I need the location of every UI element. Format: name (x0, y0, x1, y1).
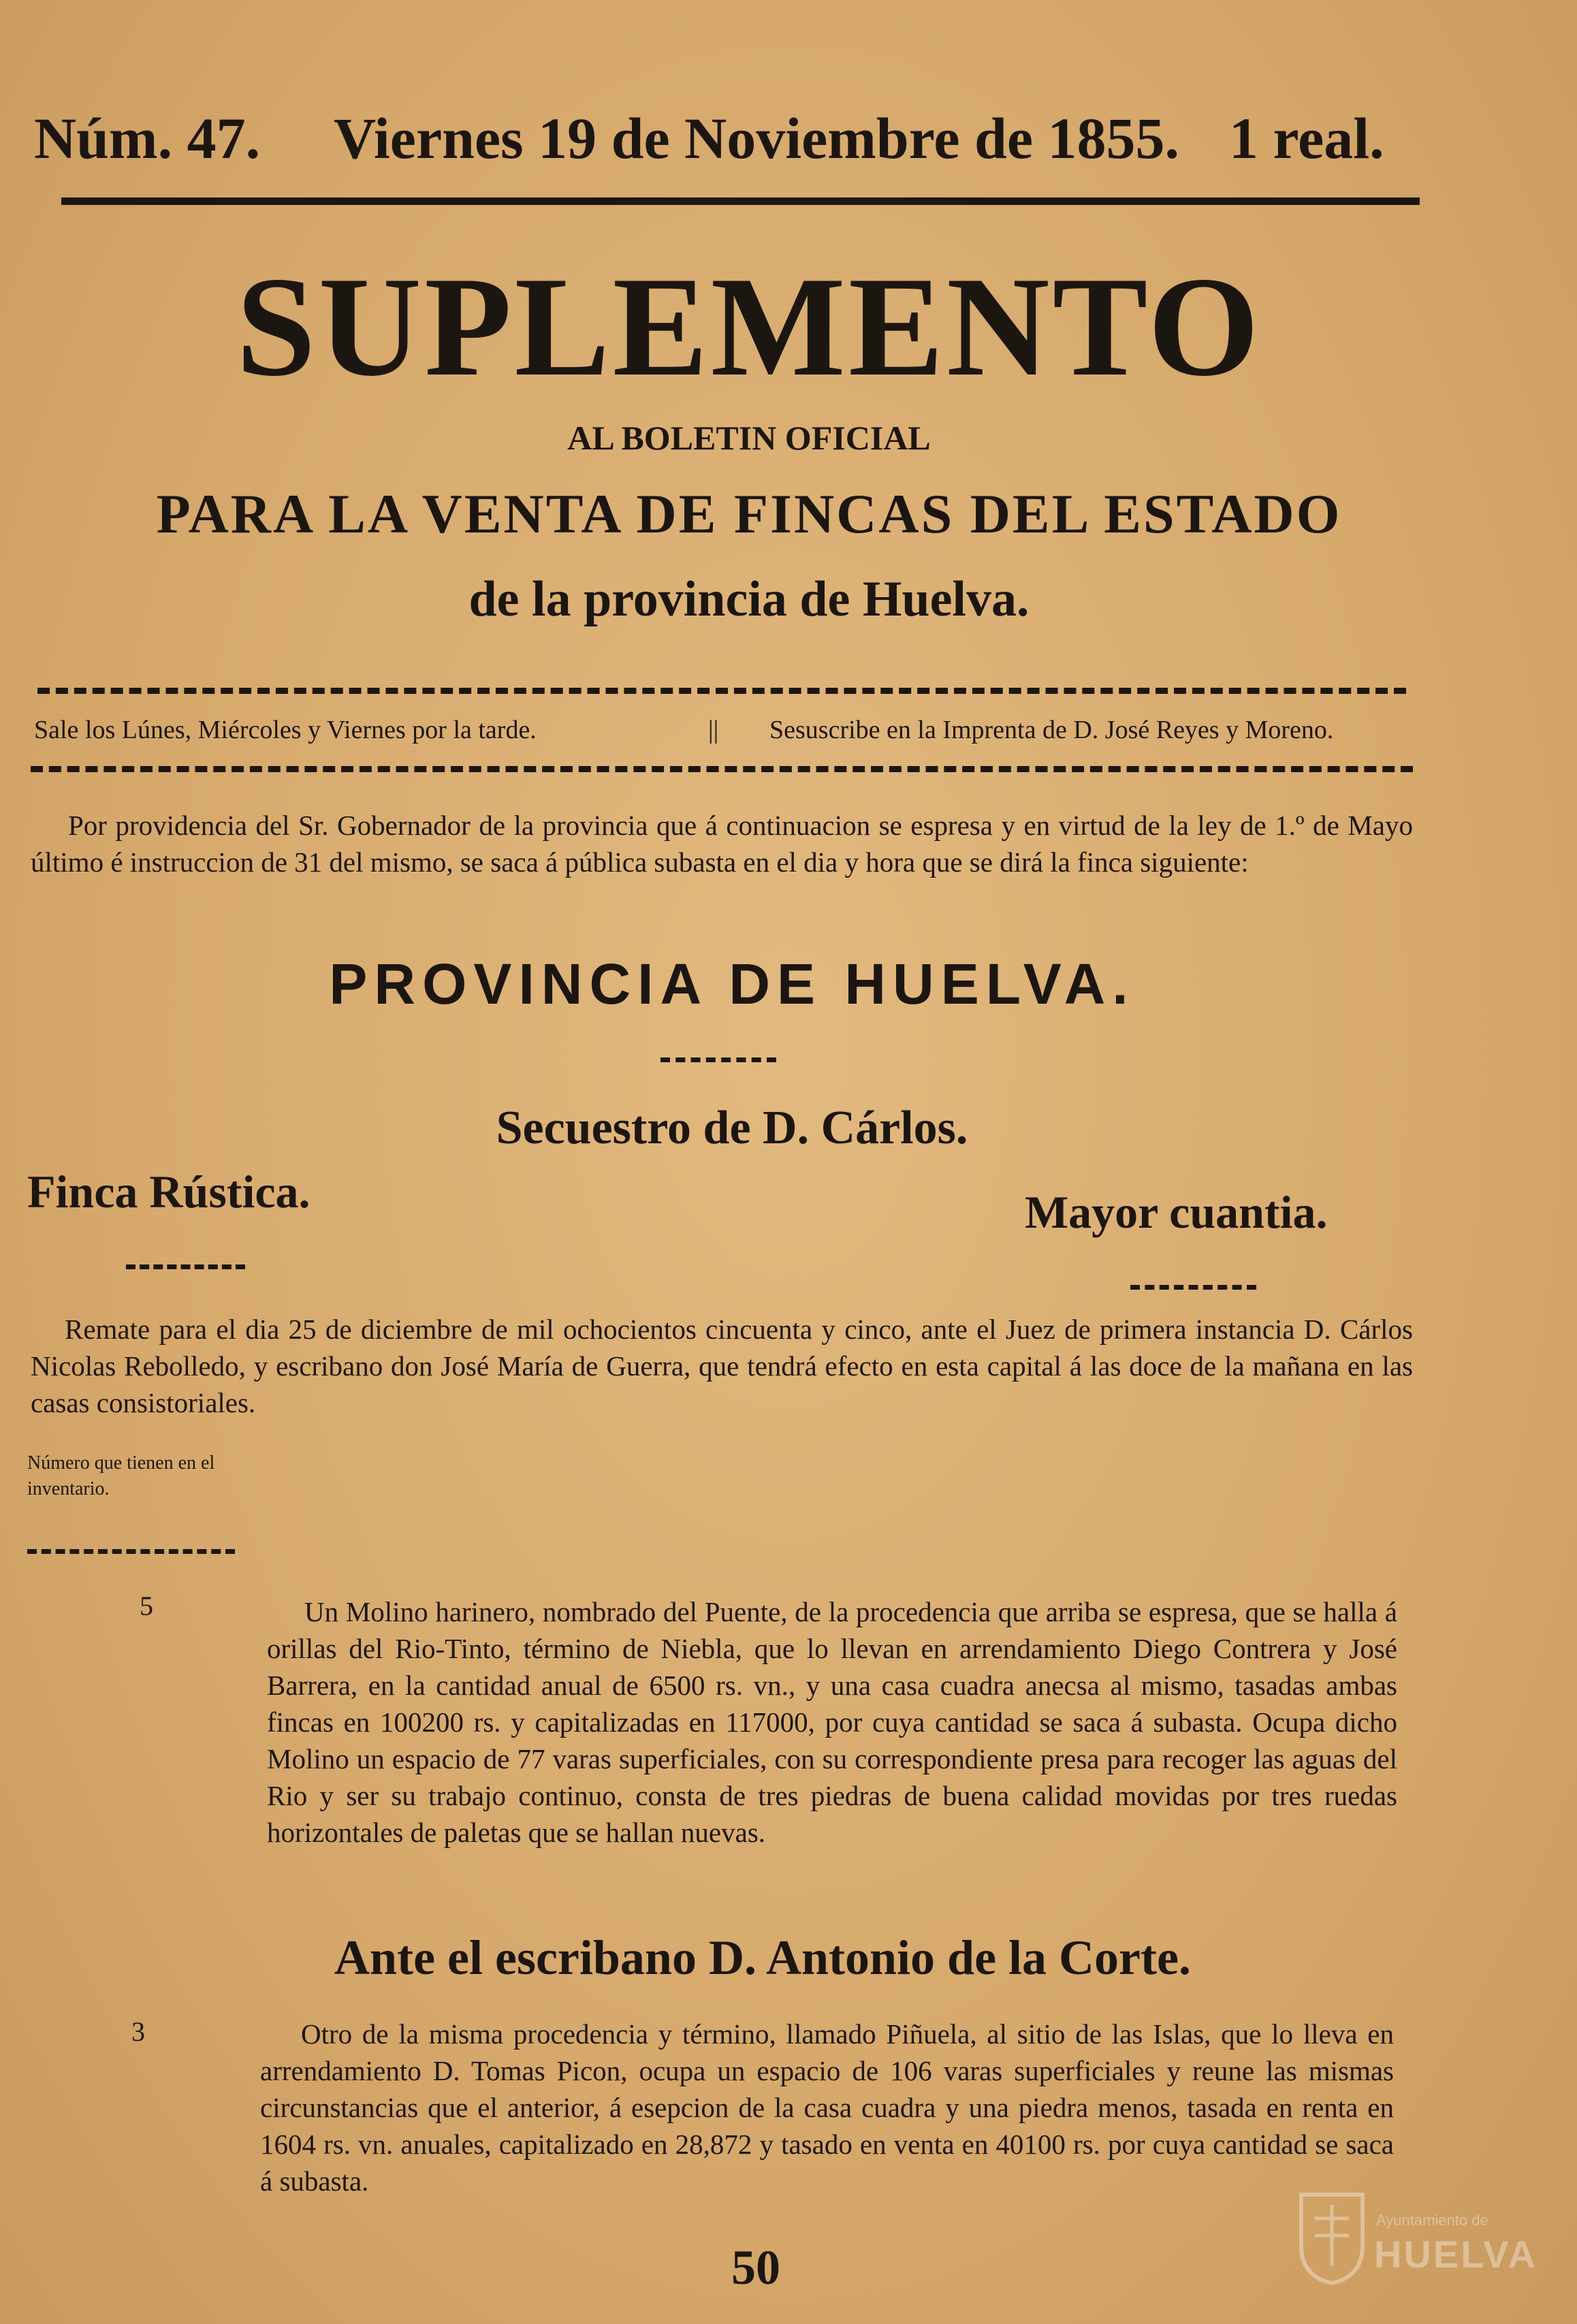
entry-number: 3 (131, 2016, 145, 2047)
province-divider (660, 1057, 776, 1062)
cuantia-label: Mayor cuantia. (1025, 1186, 1328, 1238)
archive-watermark (1298, 2178, 1538, 2307)
info-bar-schedule: Sale los Lúnes, Miércoles y Viernes por la tarde. (34, 716, 537, 744)
watermark-line1: Ayuntamiento de (1376, 2212, 1488, 2229)
inventory-note: Número que tienen en el inventario. (27, 1452, 215, 1499)
finca-type: Finca Rústica. (27, 1166, 310, 1217)
secuestro-heading: Secuestro de D. Cárlos. (496, 1102, 968, 1154)
issue-price: 1 real. (1229, 106, 1384, 171)
finca-divider (126, 1264, 245, 1269)
title-sub1: AL BOLETIN OFICIAL (567, 419, 931, 457)
title-main: SUPLEMENTO (236, 248, 1262, 406)
info-bar-top-rule (37, 688, 1406, 694)
page-number: 50 (731, 2240, 780, 2295)
info-bar-bottom-rule (31, 766, 1413, 772)
info-bar-subscription: Sesuscribe en la Imprenta de D. José Reyes y Moreno. (769, 716, 1334, 744)
entry-text: Un Molino harinero, nombrado del Puente, de la procedencia que arriba se espresa, que se halla á orillas del Rio-Tinto, término de Niebla, que lo llevan en arrendamiento Diego Contrera y José Barrera, en la cantidad anual de 6500 rs. vn., y una casa cuadra anecsa al mismo, tasadas ambas fincas en 100200 rs. y capitalizadas en 117000, por cuya cantidad se saca á subasta. Ocupa dicho Molino un espacio de 77 varas superficiales, con su correspondiente presa para recoger las aguas del Rio y ser su trabajo continuo, consta de tres piedras de buena calidad movidas por tres ruedas horizontales de paletas que se hallan nuevas. (267, 1596, 1397, 1848)
info-bar-separator: || (708, 716, 719, 744)
entry-text: Otro de la misma procedencia y término, llamado Piñuela, al sitio de las Islas, que lo lleva en arrendamiento D. Tomas Picon, ocupa un espacio de 106 varas superficiales y reune las mismas circunstancias que el anterior, á esepcion de la casa cuadra y una piedra menos, tasada en renta en 1604 rs. vn. anuales, capitalizado en 28,872 y tasado en venta en 40100 rs. por cuya cantidad se saca á subasta. (260, 2018, 1394, 2197)
province-heading: PROVINCIA DE HUELVA. (329, 952, 1135, 1016)
remate-paragraph: Remate para el dia 25 de diciembre de mil ochocientos cincuenta y cinco, ante el Juez de primera instancia D. Cárlos Nicolas Rebolledo, y escribano don José María de Guerra, que tendrá efecto en esta capital á las doce de la mañana en las casas consistoriales. (31, 1314, 1413, 1418)
masthead (34, 101, 1396, 176)
entry-number: 5 (140, 1591, 153, 1621)
escribano-heading: Ante el escribano D. Antonio de la Corte. (334, 1930, 1191, 1985)
inventory-divider (27, 1549, 235, 1554)
masthead-rule (61, 197, 1420, 205)
cuantia-divider (1130, 1285, 1256, 1290)
watermark-line2: HUELVA (1374, 2233, 1538, 2276)
title-sub2: PARA LA VENTA DE FINCAS DEL ESTADO (156, 483, 1342, 545)
issue-number: Núm. 47. (34, 106, 261, 171)
info-bar (34, 708, 1430, 756)
title-sub3: de la provincia de Huelva. (468, 571, 1030, 627)
issue-date: Viernes 19 de Noviembre de 1855. (334, 106, 1180, 171)
shield-icon (1298, 2191, 1366, 2287)
intro-paragraph: Por providencia del Sr. Gobernador de la provincia que á continuacion se espresa y en virtud de la ley de 1.º de Mayo último é instruccion de 31 del mismo, se saca á pública subasta en el dia y hora que se dirá la finca siguiente: (31, 810, 1413, 878)
